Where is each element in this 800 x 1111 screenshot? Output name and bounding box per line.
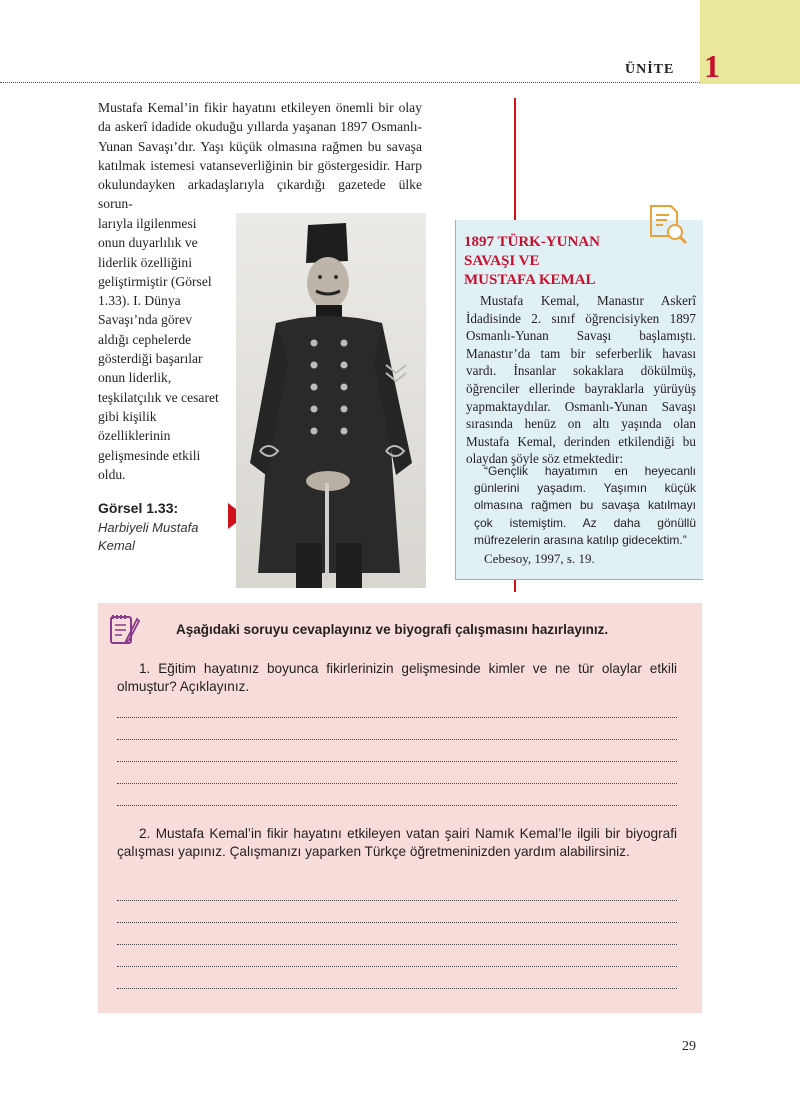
info-title-line: SAVAŞI VE xyxy=(464,253,540,269)
unit-label: ÜNİTE xyxy=(625,62,675,77)
answer-line[interactable] xyxy=(117,805,677,806)
page-number: 29 xyxy=(682,1039,696,1054)
portrait-photo xyxy=(236,213,426,588)
answer-line[interactable] xyxy=(117,988,677,989)
info-box-body: Mustafa Kemal, Manastır Askerî İdadisinde 2. sınıf öğrencisiyken 1897 Osmanlı-Yunan Savaşı başlamıştı. Manastır’da tam bir seferberlik havası vardı. İnsanlar sokaklara dökülmüş, öğrenciler ellerinde bayraklarla yürüyüş yapmaktaydılar. Osmanlı-Yunan Savaşı sırasında henüz on altı yaşında olan Mustafa Kemal, derinden etkilendiği bu olaydan şöyle söz etmektedir: xyxy=(466,293,696,467)
info-box-citation: Cebesoy, 1997, s. 19. xyxy=(484,551,595,566)
header-rule xyxy=(0,82,700,83)
document-search-icon xyxy=(645,202,689,251)
portrait-illustration xyxy=(236,213,426,588)
notepad-pencil-icon xyxy=(107,611,143,652)
info-title-line: 1897 TÜRK-YUNAN xyxy=(464,234,600,250)
main-paragraph-continued: larıyla ilgilenmesi onun duyarlılık ve liderlik özelliğini geliştirmiştir (Görsel 1.33). I. Dünya Savaşı’nda görev aldığı cephelerde gösterdiği başarılar onun liderlik, teşkilatçılık ve cesaret gibi kişilik özelliklerinin gelişmesinde etkili oldu. xyxy=(98,216,219,482)
answer-line[interactable] xyxy=(117,783,677,784)
answer-line[interactable] xyxy=(117,944,677,945)
unit-number: 1 xyxy=(704,48,720,84)
question-1: 1. Eğitim hayatınız boyunca fikirlerinizin gelişmesinde kimler ve ne tür olaylar etkili olmuştur? Açıklayınız. xyxy=(117,661,677,694)
info-title-line: MUSTAFA KEMAL xyxy=(464,272,596,288)
answer-line[interactable] xyxy=(117,761,677,762)
question-2: 2. Mustafa Kemal’in fikir hayatını etkileyen vatan şairi Namık Kemal’le ilgili bir biyografi çalışması yapınız. Çalışmanızı yaparken Türkçe öğretmeninizden yardım alabilirsiniz. xyxy=(117,826,677,859)
figure-caption-title: Görsel 1.33: xyxy=(98,500,179,516)
caption-line: Kemal xyxy=(98,538,135,553)
answer-line[interactable] xyxy=(117,922,677,923)
answer-line[interactable] xyxy=(117,966,677,967)
answer-line[interactable] xyxy=(117,739,677,740)
info-box-quote: “Gençlik hayatımın en heyecanlı günlerini yaşadım. Yaşımın küçük olmasına rağmen bu savaşa katılmayı çok istemiştim. Az daha gönüllü müfrezelerin arasına katılıp gidecektim.” xyxy=(474,464,696,547)
figure-caption-text xyxy=(98,519,198,555)
answer-line[interactable] xyxy=(117,900,677,901)
answer-line[interactable] xyxy=(117,717,677,718)
caption-line: Harbiyeli Mustafa xyxy=(98,520,199,535)
main-paragraph: Mustafa Kemal’in fikir hayatını etkileyen önemli bir olay da askerî idadide okuduğu yıllarda yaşanan 1897 Osmanlı-Yunan Savaşı’dır. Yaşı küçük olmasına rağmen bu savaşa katılmak istemesi vatanseverliğinin bir göstergesidir. Harp okulundayken arkadaşlarıyla çıkardığı gazetede ülke sorun- xyxy=(98,100,422,212)
activity-heading: Aşağıdaki soruyu cevaplayınız ve biyografi çalışmasını hazırlayınız. xyxy=(176,622,609,637)
info-box-title xyxy=(464,233,634,290)
